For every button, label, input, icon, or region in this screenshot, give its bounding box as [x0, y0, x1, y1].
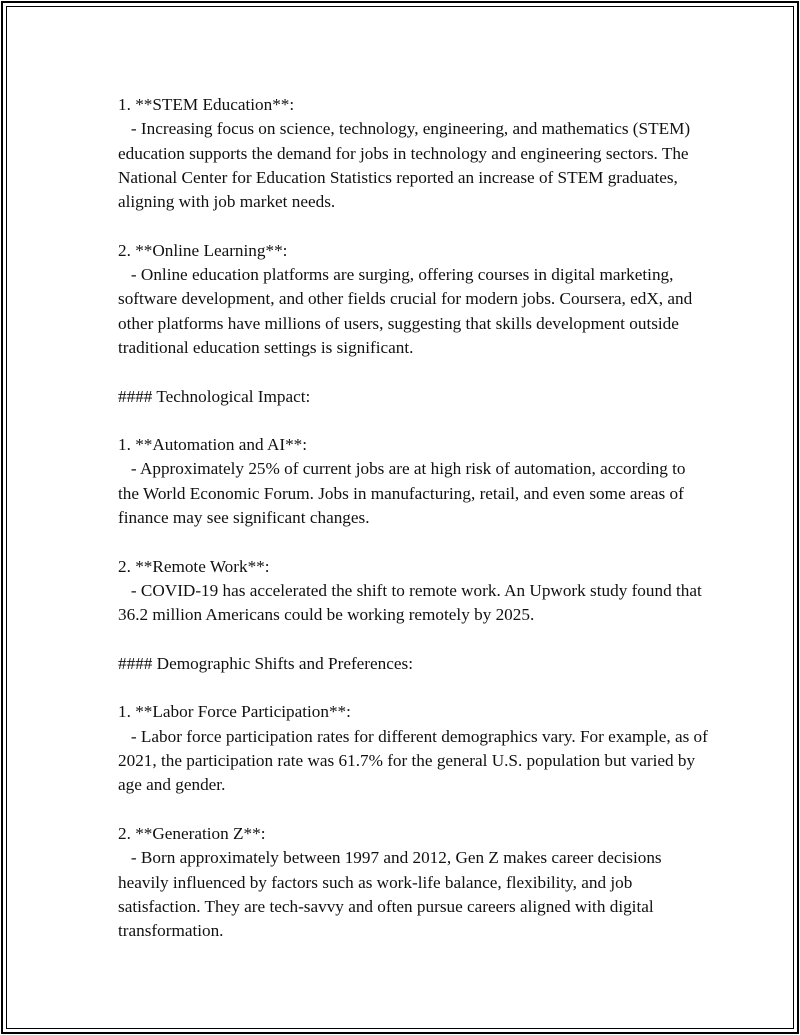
list-item-remote-work	[118, 555, 708, 628]
item-heading: 2. **Generation Z**:	[118, 823, 266, 843]
list-item-automation-ai	[118, 433, 708, 530]
item-heading: 1. **Automation and AI**:	[118, 435, 308, 455]
list-item-stem-education	[118, 93, 708, 214]
item-body: - Approximately 25% of current jobs are at high risk of automation, according to the World Economic Forum. Jobs in manufacturing, retail, and even some areas of finance may see significant changes.	[118, 459, 690, 528]
list-item-online-learning	[118, 239, 708, 360]
item-body: - Labor force participation rates for different demographics vary. For example, as of 2021, the participation rate was 61.7% for the general U.S. population but varied by age and gender.	[118, 726, 713, 795]
section-heading-demographic-shifts	[118, 652, 708, 676]
section-heading-technological-impact	[118, 385, 708, 409]
document-body	[118, 93, 713, 968]
list-item-generation-z	[118, 822, 708, 943]
item-body: - Online education platforms are surging, offering courses in digital marketing, software development, and other fields crucial for modern jobs. Coursera, edX, and other platforms have millions of users, suggesting that skills development outside traditional education settings is significant.	[118, 265, 697, 357]
section-heading: #### Technological Impact:	[118, 386, 311, 406]
item-body: - Born approximately between 1997 and 2012, Gen Z makes career decisions heavily influenced by factors such as work-life balance, flexibility, and job satisfaction. They are tech-savvy and often pursue careers aligned with digital transformation.	[118, 848, 666, 941]
item-body: - Increasing focus on science, technology, engineering, and mathematics (STEM) education supports the demand for jobs in technology and engineering sectors. The National Center for Education Statistics reported an increase of STEM graduates, aligning with job market needs.	[118, 119, 695, 212]
item-body: - COVID-19 has accelerated the shift to remote work. An Upwork study found that 36.2 million Americans could be working remotely by 2025.	[118, 580, 707, 625]
section-heading: #### Demographic Shifts and Preferences:	[118, 653, 413, 673]
item-heading: 1. **Labor Force Participation**:	[118, 702, 351, 722]
item-heading: 2. **Online Learning**:	[118, 240, 288, 260]
item-heading: 2. **Remote Work**:	[118, 556, 270, 576]
list-item-labor-force	[118, 700, 713, 797]
item-heading: 1. **STEM Education**:	[118, 95, 295, 114]
